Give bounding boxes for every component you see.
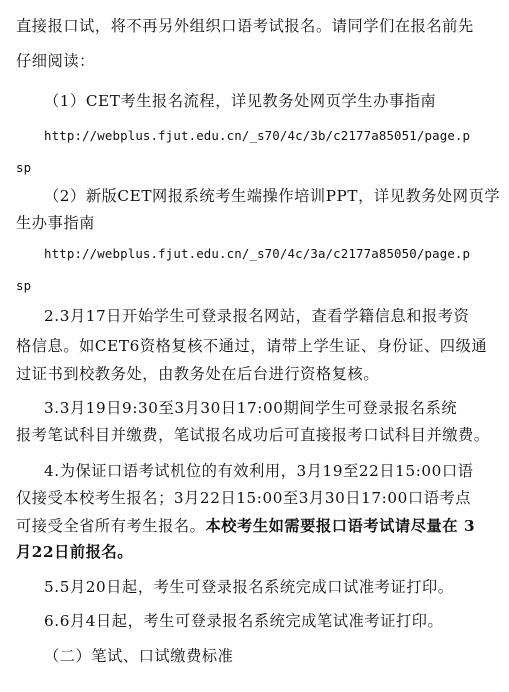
list-item-1-url-continued: sp: [16, 160, 32, 175]
list-item-2-title-continued: 生办事指南: [16, 214, 95, 232]
list-item-1-url: http://webplus.fjut.edu.cn/_s70/4c/3b/c2177a85051/page.p: [44, 128, 471, 143]
step-4-bold-notice-continued: 月22日前报名。: [16, 543, 134, 561]
step-4-line: 仅接受本校考生报名；3月22日15:00至3月30日17:00口语考点: [16, 489, 472, 507]
list-item-2-title: （2）新版CET网报系统考生端操作培训PPT，详见教务处网页学: [44, 187, 501, 205]
step-4-line: [16, 516, 475, 536]
list-item-1-title: （1）CET考生报名流程，详见教务处网页学生办事指南: [44, 92, 437, 110]
step-3-line: 报考笔试科目并缴费，笔试报名成功后可直接报考口试科目并缴费。: [16, 426, 490, 444]
paragraph-line: 仔细阅读：: [16, 52, 95, 70]
list-item-2-url-continued: sp: [16, 278, 32, 293]
step-2-line: 2.3月17日开始学生可登录报名网站，查看学籍信息和报考资: [44, 307, 470, 325]
section-heading: （二）笔试、口试缴费标准: [44, 647, 234, 665]
step-2-line: 格信息。如CET6资格复核不通过，请带上学生证、身份证、四级通: [16, 337, 488, 355]
step-5-line: 5.5月20日起，考生可登录报名系统完成口试准考证打印。: [44, 578, 454, 596]
list-item-2-url: http://webplus.fjut.edu.cn/_s70/4c/3a/c2177a85050/page.p: [44, 246, 471, 261]
step-4-text: 可接受全省所有考生报名。: [16, 517, 206, 535]
paragraph-line: 直接报口试，将不再另外组织口语考试报名。请同学们在报名前先: [16, 17, 474, 35]
step-2-line: 过证书到校教务处，由教务处在后台进行资格复核。: [16, 365, 380, 383]
step-3-line: 3.3月19日9:30至3月30日17:00期间学生可登录报名系统: [44, 399, 458, 417]
step-4-bold-notice: 本校考生如需要报口语考试请尽量在 3: [205, 517, 476, 535]
step-4-line: 4.为保证口语考试机位的有效利用，3月19至22日15:00口语: [44, 462, 474, 480]
step-6-line: 6.6月4日起，考生可登录报名系统完成笔试准考证打印。: [44, 612, 444, 630]
